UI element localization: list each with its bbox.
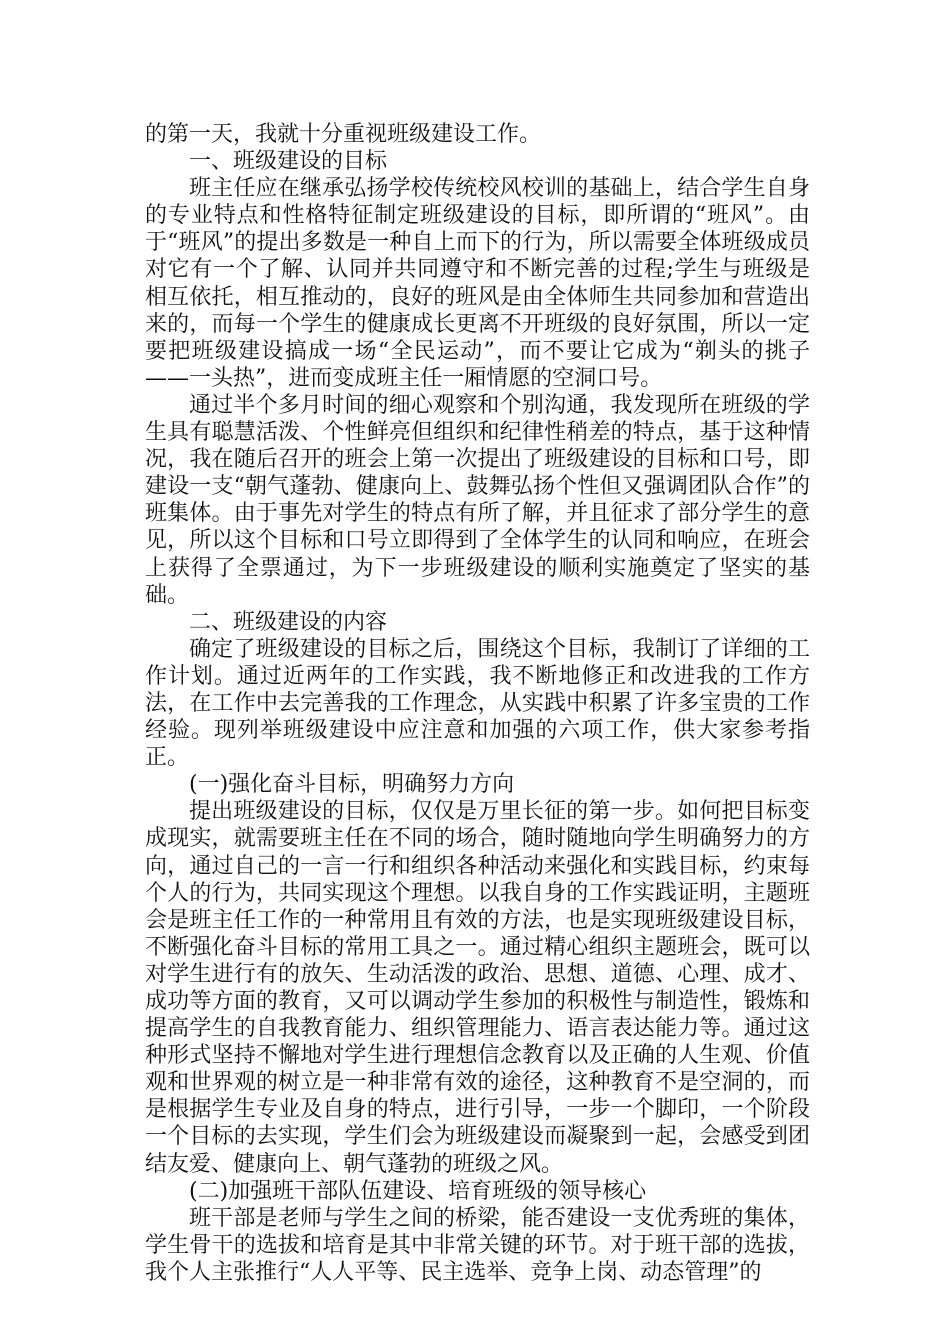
subsection-heading-2: (二)加强班干部队伍建设、培育班级的领导核心 (189, 1178, 647, 1204)
section-heading-goals: 一、班级建设的目标 (189, 149, 388, 175)
paragraph-class-cadres: 班干部是老师与学生之间的桥梁，能否建设一支优秀班的集体，学生骨干的选拔和培育是其中非常关键的环节。对于班干部的选拔，我个人主张推行“人人平等、民主选举、竞争上岗、动态管理”的 (145, 1205, 810, 1285)
paragraph-work-plan: 确定了班级建设的目标之后，围绕这个目标，我制订了详细的工作计划。通过近两年的工作实践，我不断地修正和改进我的工作方法，在工作中去完善我的工作理念，从实践中积累了许多宝贵的工作经验。现列举班级建设中应注意和加强的六项工作，供大家参考指正。 (145, 636, 810, 771)
document-page (145, 121, 810, 1286)
paragraph-class-style: 班主任应在继承弘扬学校传统校风校训的基础上，结合学生自身的专业特点和性格特征制定班级建设的目标，即所谓的“班风”。由于“班风”的提出多数是一种自上而下的行为，所以需要全体班级成员对它有一个了解、认同并共同遵守和不断完善的过程;学生与班级是相互依托，相互推动的，良好的班风是由全体师生共同参加和营造出来的，而每一个学生的健康成长更离不开班级的良好氛围，所以一定要把班级建设搞成一场“全民运动”，而不要让它成为“剃头的挑子——一头热”，进而变成班主任一厢情愿的空洞口号。 (145, 176, 810, 391)
subsection-heading-1: (一)强化奋斗目标，明确努力方向 (189, 772, 515, 798)
paragraph-observation: 通过半个多月时间的细心观察和个别沟通，我发现所在班级的学生具有聪慧活泼、个性鲜亮但组织和纪律性稍差的特点，基于这种情况，我在随后召开的班会上第一次提出了班级建设的目标和口号，即建设一支“朝气蓬勃、健康向上、鼓舞弘扬个性但又强调团队合作”的班集体。由于事先对学生的特点有所了解，并且征求了部分学生的意见，所以这个目标和口号立即得到了全体学生的认同和响应，在班会上获得了全票通过，为下一步班级建设的顺利实施奠定了坚实的基础。 (145, 392, 810, 608)
section-heading-content: 二、班级建设的内容 (189, 609, 388, 635)
paragraph-continuation: 的第一天，我就十分重视班级建设工作。 (145, 122, 542, 147)
paragraph-strengthen-goals: 提出班级建设的目标，仅仅是万里长征的第一步。如何把目标变成现实，就需要班主任在不同的场合，随时随地向学生明确努力的方向，通过自己的一言一行和组织各种活动来强化和实践目标，约束每个人的行为，共同实现这个理想。以我自身的工作实践证明，主题班会是班主任工作的一种常用且有效的方法，也是实现班级建设目标，不断强化奋斗目标的常用工具之一。通过精心组织主题班会，既可以对学生进行有的放矢、生动活泼的政治、思想、道德、心理、成才、成功等方面的教育，又可以调动学生参加的积极性与制造性，锻炼和提高学生的自我教育能力、组织管理能力、语言表达能力等。通过这种形式坚持不懈地对学生进行理想信念教育以及正确的人生观、价值观和世界观的树立是一种非常有效的途径，这种教育不是空洞的，而是根据学生专业及自身的特点，进行引导，一步一个脚印，一个阶段一个目标的去实现，学生们会为班级建设而凝聚到一起，会感受到团结友爱、健康向上、朝气蓬勃的班级之风。 (145, 799, 810, 1177)
